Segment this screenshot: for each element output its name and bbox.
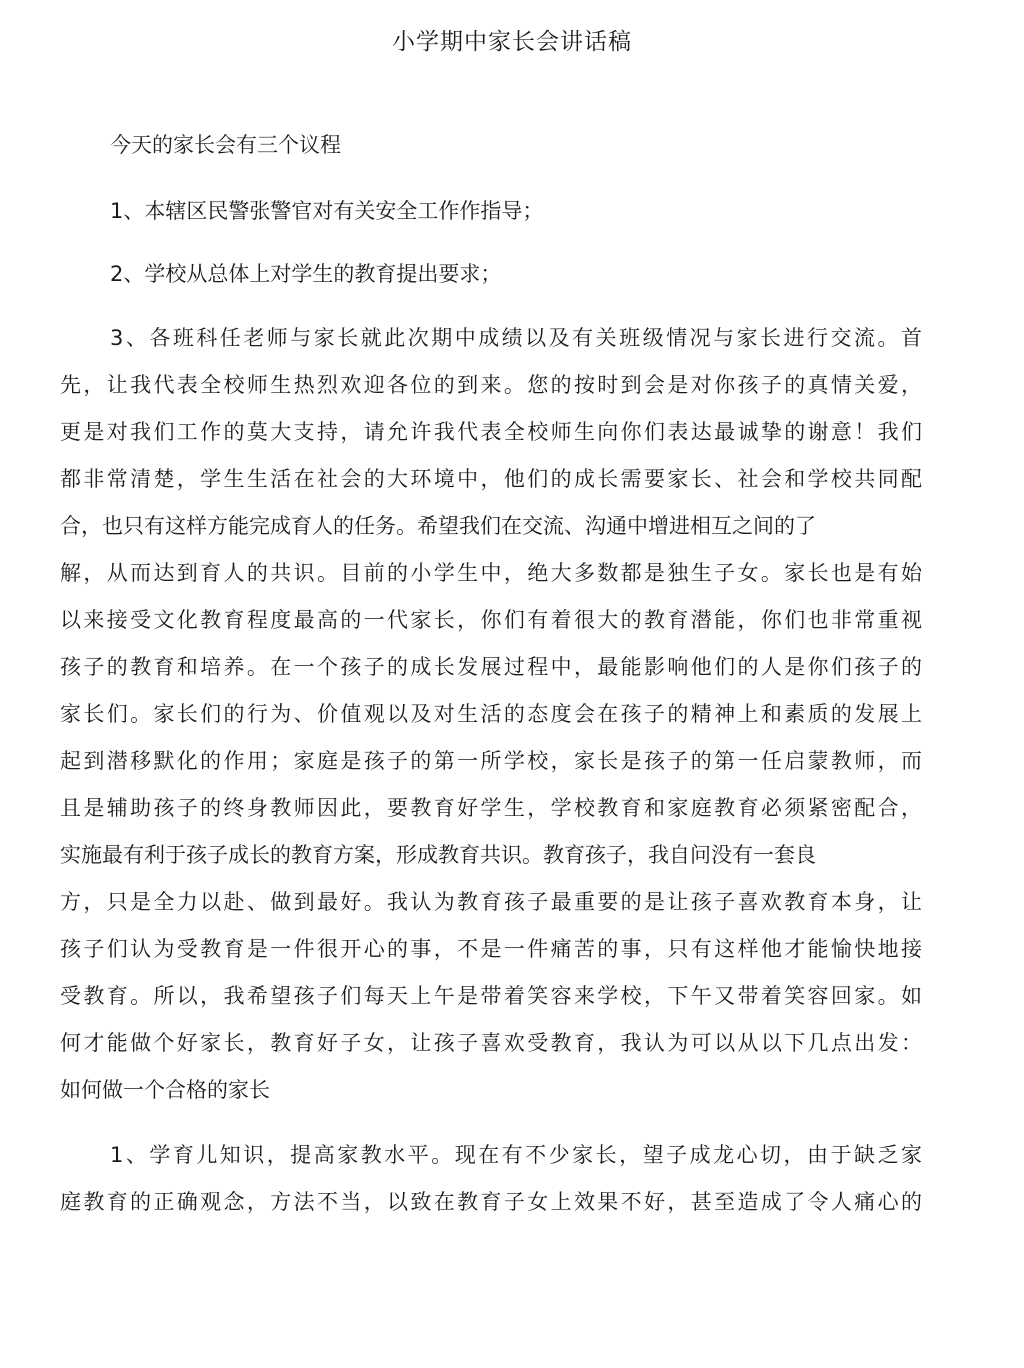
section-1-line: 庭教育的正确观念，方法不当，以致在教育子女上效果不好，甚至造成了令人痛心的 <box>60 1190 922 1214</box>
document-title: 小学期中家长会讲话稿 <box>392 29 632 55</box>
body-line: 方，只是全力以赴、做到最好。我认为教育孩子最重要的是让孩子喜欢教育本身，让 <box>60 890 922 914</box>
body-line: 如何做一个合格的家长 <box>60 1078 270 1102</box>
agenda-item-1: 1、本辖区民警张警官对有关安全工作作指导； <box>110 199 544 223</box>
body-line: 孩子们认为受教育是一件很开心的事，不是一件痛苦的事，只有这样他才能愉快地接 <box>60 937 922 961</box>
body-line: 家长们。家长们的行为、价值观以及对生活的态度会在孩子的精神上和素质的发展上 <box>60 702 922 726</box>
body-line: 以来接受文化教育程度最高的一代家长，你们有着很大的教育潜能，你们也非常重视 <box>60 608 922 632</box>
body-line: 解，从而达到育人的共识。目前的小学生中，绝大多数都是独生子女。家长也是有始 <box>60 561 922 585</box>
body-line: 合，也只有这样方能完成育人的任务。希望我们在交流、沟通中增进相互之间的了 <box>60 514 816 538</box>
body-line: 更是对我们工作的莫大支持，请允许我代表全校师生向你们表达最诚挚的谢意！我们 <box>60 420 922 444</box>
body-line: 且是辅助孩子的终身教师因此，要教育好学生，学校教育和家庭教育必须紧密配合， <box>60 796 922 820</box>
body-line: 3、各班科任老师与家长就此次期中成绩以及有关班级情况与家长进行交流。首 <box>110 326 922 350</box>
body-line: 受教育。所以，我希望孩子们每天上午是带着笑容来学校，下午又带着笑容回家。如 <box>60 984 922 1008</box>
body-line: 先，让我代表全校师生热烈欢迎各位的到来。您的按时到会是对你孩子的真情关爱， <box>60 373 922 397</box>
body-line: 实施最有利于孩子成长的教育方案，形成教育共识。教育孩子，我自问没有一套良 <box>60 843 816 867</box>
body-line: 起到潜移默化的作用；家庭是孩子的第一所学校，家长是孩子的第一任启蒙教师，而 <box>60 749 922 773</box>
agenda-intro: 今天的家长会有三个议程 <box>110 133 341 157</box>
body-line: 都非常清楚，学生生活在社会的大环境中，他们的成长需要家长、社会和学校共同配 <box>60 467 922 491</box>
agenda-item-2: 2、学校从总体上对学生的教育提出要求； <box>110 262 502 286</box>
body-line: 孩子的教育和培养。在一个孩子的成长发展过程中，最能影响他们的人是你们孩子的 <box>60 655 922 679</box>
section-1-line: 1、学育儿知识，提高家教水平。现在有不少家长，望子成龙心切，由于缺乏家 <box>110 1143 922 1167</box>
body-line: 何才能做个好家长，教育好子女，让孩子喜欢受教育，我认为可以从以下几点出发： <box>60 1031 922 1055</box>
